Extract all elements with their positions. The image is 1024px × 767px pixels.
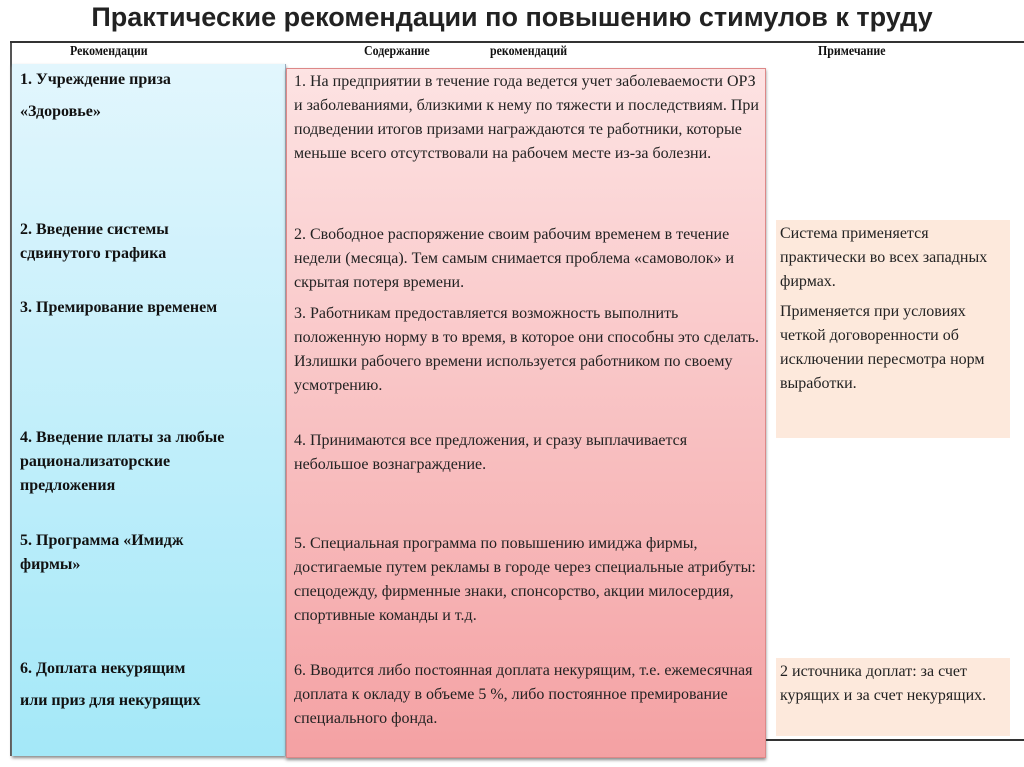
recommendations-column (12, 64, 286, 756)
rec-line: фирмы» (20, 556, 81, 573)
content-3: 3. Работникам предоставляется возможность выполнить положенную норму в то время, в которое они способны это сделать. Излишки рабочего времени используется работником по своему усмотрению. (294, 305, 759, 394)
rec-line: 4. Введение платы за любые (20, 429, 225, 446)
note-box-1 (776, 220, 1010, 438)
content-column (286, 68, 766, 758)
rec-line: рационализаторские предложения (20, 453, 171, 494)
note-3: 2 источника доплат: за счет курящих и за счет некурящих. (780, 663, 987, 704)
note-2: Применяется при условиях четкой договоренности об исключении пересмотра норм выработки. (780, 303, 985, 392)
recommendation-6 (20, 657, 282, 713)
rec-line: 2. Введение системы (20, 221, 169, 238)
recommendation-1 (20, 68, 282, 124)
header-content: Содержание (364, 44, 430, 59)
rec-line: 6. Доплата некурящим (20, 660, 186, 677)
rec-line: 3. Премирование временем (20, 299, 218, 316)
rec-line: 1. Учреждение приза (20, 71, 171, 88)
content-5: 5. Специальная программа по повышению имиджа фирмы, достигаемые путем рекламы в городе через специальные атрибуты: спецодежду, фирменные знаки, спонсорство, акции милосердия, спортивные команды и т.д. (294, 535, 756, 624)
content-4: 4. Принимаются все предложения, и сразу выплачивается небольшое вознаграждение. (294, 432, 688, 473)
recommendation-4 (20, 426, 285, 498)
table-top-border (10, 41, 1024, 43)
content-6: 6. Вводится либо постоянная доплата некурящим, т.е. ежемесячная доплата к окладу в объеме 5 %, либо постоянное премирование специального фонда. (294, 662, 753, 727)
content-1: 1. На предприятии в течение года ведется учет заболеваемости ОРЗ и заболеваниями, близкими к нему по тяжести и последствиям. При подведении итогов призами награждаются те работники, которые меньше всего отсутствовали на рабочем месте из-за болезни. (294, 73, 759, 162)
note-1: Система применяется практически во всех западных фирмах. (780, 225, 988, 290)
rec-line: «Здоровье» (20, 103, 101, 120)
header-notes: Примечание (818, 44, 886, 59)
recommendation-5 (20, 529, 282, 577)
rec-line: или приз для некурящих (20, 692, 201, 709)
rec-line: 5. Программа «Имидж (20, 532, 184, 549)
content-2: 2. Свободное распоряжение своим рабочим временем в течение недели (месяца). Тем самым снимается проблема «самоволок» и скрытая потеря времени. (294, 226, 735, 291)
recommendation-3 (20, 296, 282, 320)
recommendation-2 (20, 218, 282, 266)
note-box-2 (776, 658, 1010, 736)
header-recommendations: Рекомендации (70, 44, 148, 59)
rec-line: сдвинутого графика (20, 245, 167, 262)
table-bottom-border (766, 739, 1024, 741)
header-content-2: рекомендаций (490, 44, 568, 59)
slide-title: Практические рекомендации по повышению стимулов к труду (91, 2, 933, 32)
